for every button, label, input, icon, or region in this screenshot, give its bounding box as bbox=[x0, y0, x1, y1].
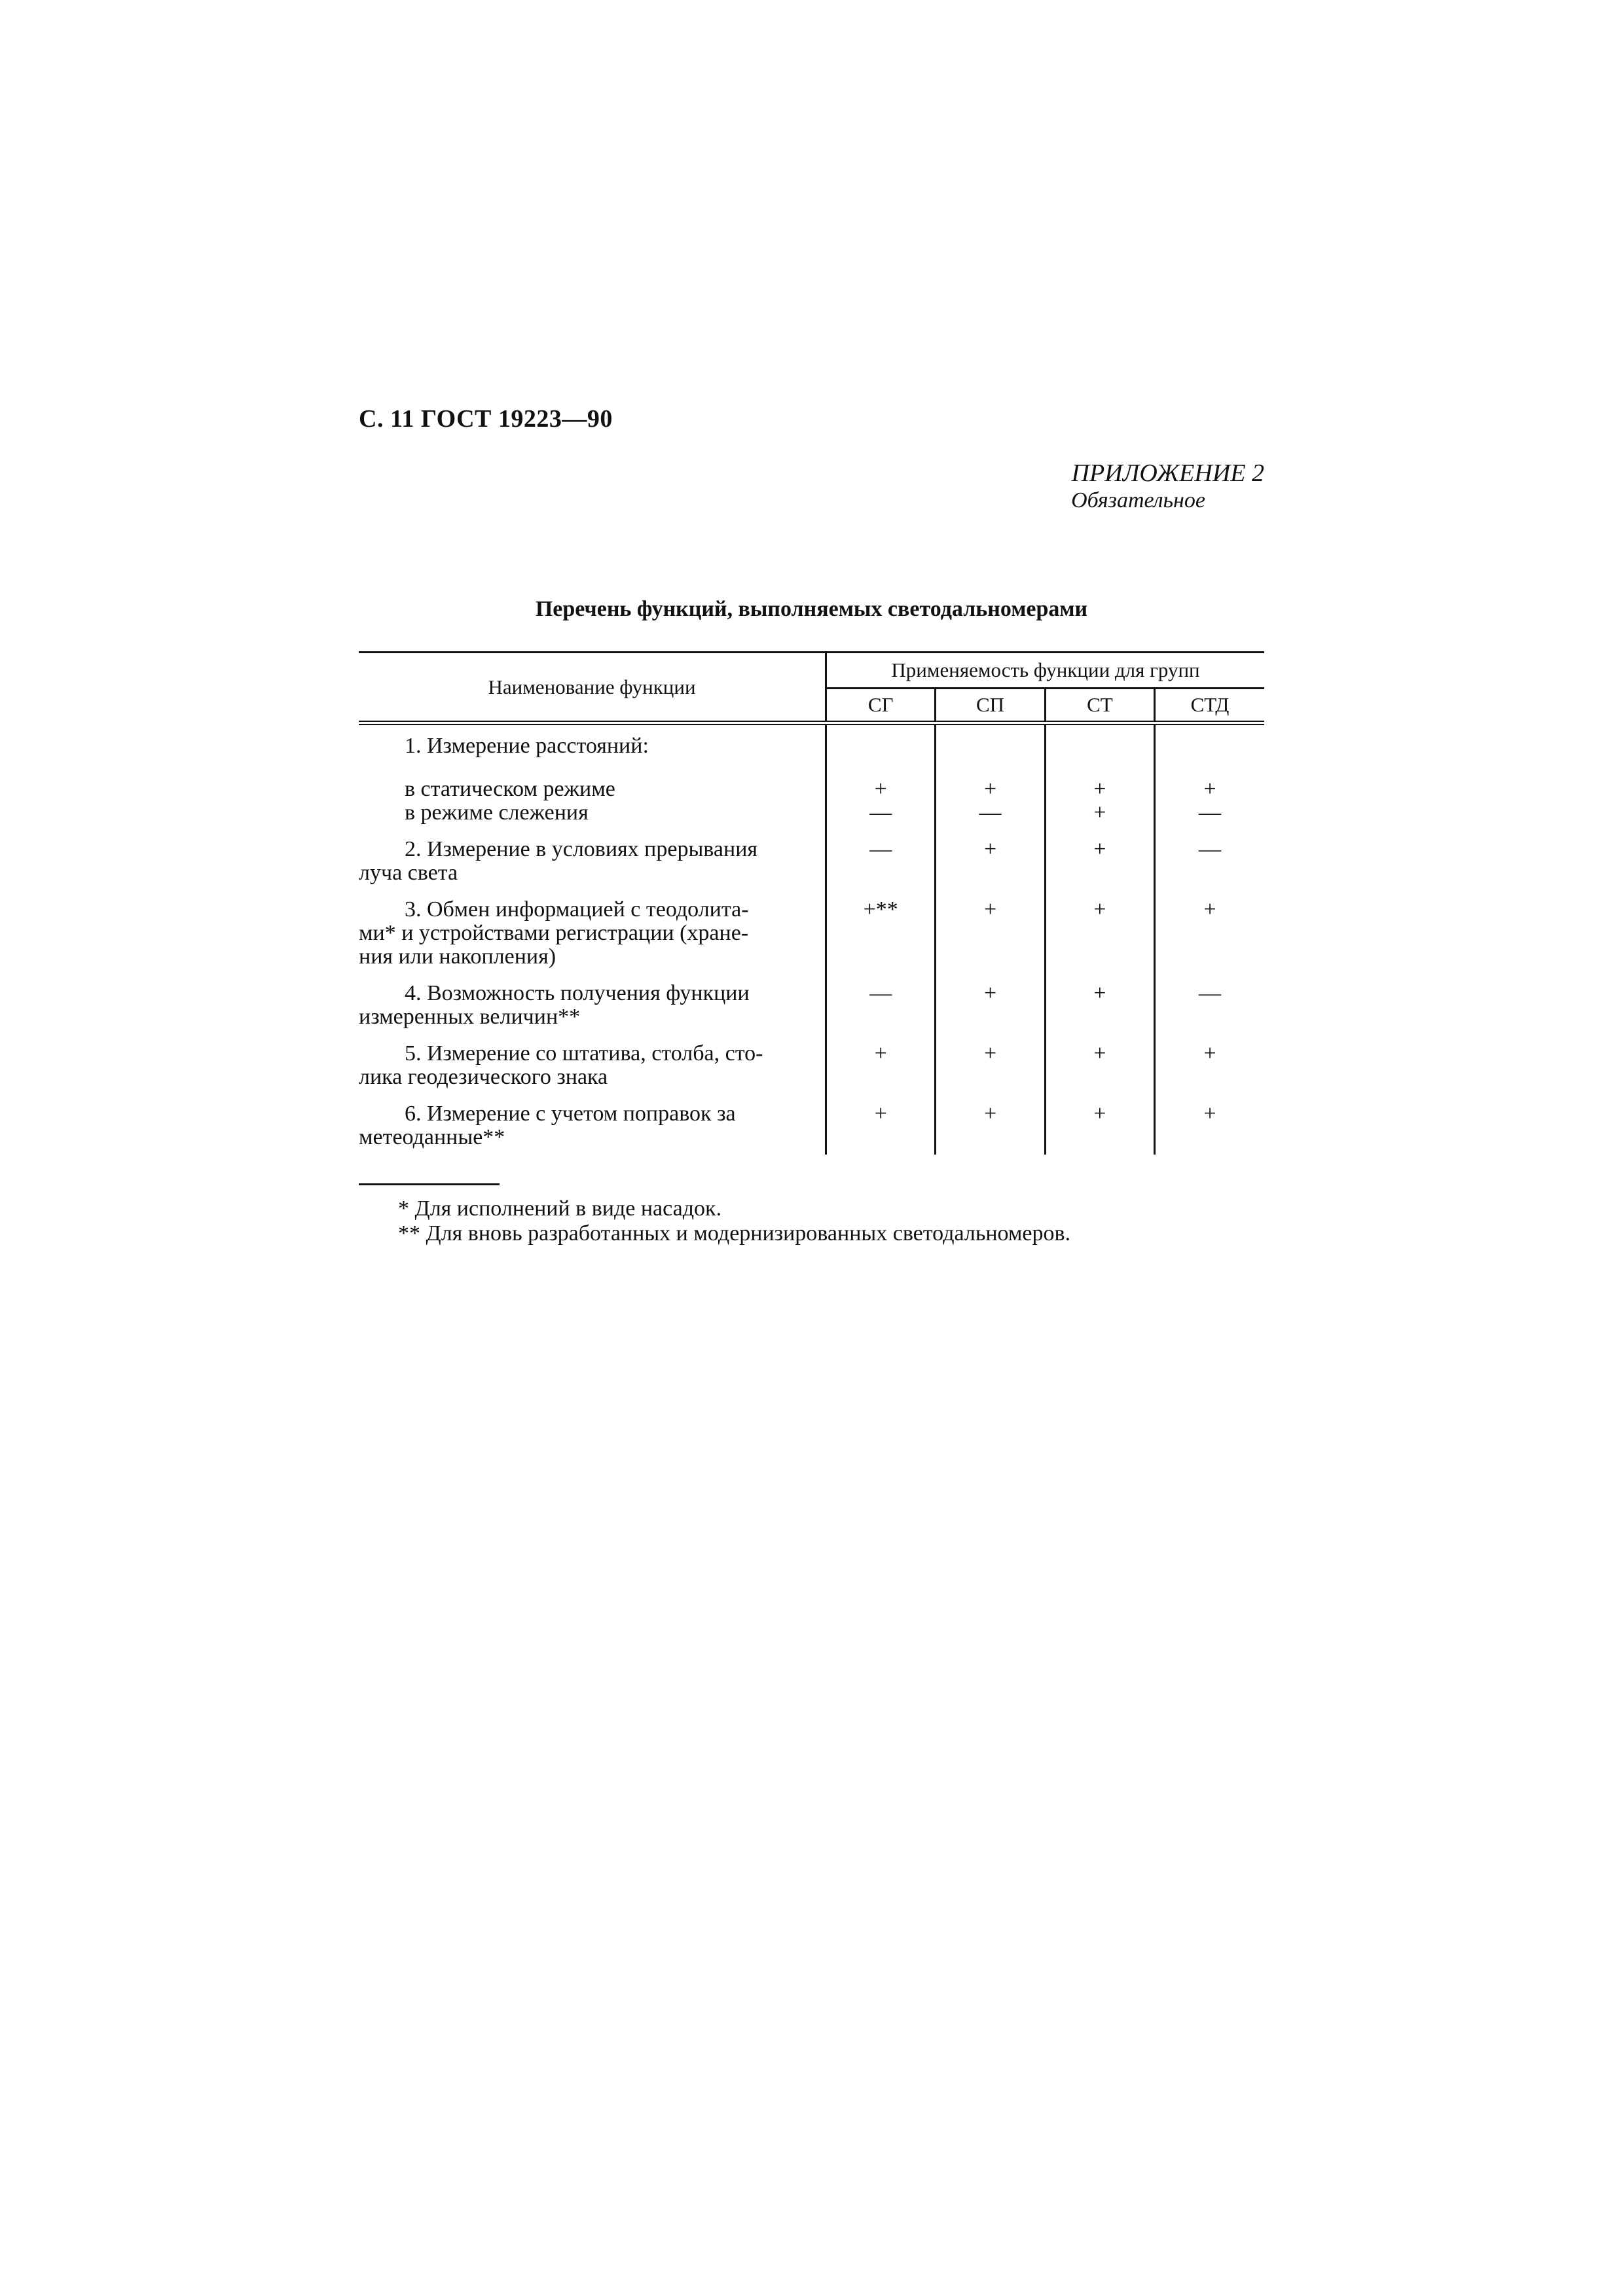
cell-value: +** bbox=[826, 898, 936, 982]
table-row bbox=[359, 982, 1264, 1042]
row-label-continued: измеренных величин** bbox=[359, 1005, 581, 1029]
footnote-item: * Для исполнений в виде насадок. bbox=[398, 1196, 722, 1221]
cell-value: + bbox=[1203, 777, 1216, 801]
cell-value: + bbox=[826, 1042, 936, 1102]
row-label: 1. Измерение расстояний: bbox=[405, 734, 649, 758]
table-row bbox=[359, 1042, 1264, 1102]
cell-value: + bbox=[1045, 801, 1154, 838]
cell-value: + bbox=[1203, 1041, 1216, 1066]
row-label-continued: метеоданные** bbox=[359, 1125, 505, 1149]
page-header: С. 11 ГОСТ 19223—90 bbox=[359, 405, 613, 433]
cell-value: + bbox=[936, 838, 1045, 898]
row-label: в режиме слежения bbox=[405, 800, 589, 825]
cell-value: — bbox=[826, 801, 936, 838]
row-label: в статическом режиме bbox=[405, 777, 615, 801]
row-label: 6. Измерение с учетом поправок за bbox=[405, 1102, 736, 1126]
cell-value: + bbox=[1045, 1042, 1154, 1102]
cell-value: + bbox=[936, 772, 1045, 801]
footnotes bbox=[359, 1196, 1070, 1246]
cell-value: + bbox=[1045, 838, 1154, 898]
cell-value: — bbox=[936, 801, 1045, 838]
table-row bbox=[359, 838, 1264, 898]
cell-value: — bbox=[1199, 800, 1222, 825]
column-header-group-sg: СГ bbox=[826, 689, 936, 723]
table-row bbox=[359, 772, 1264, 801]
cell-value: + bbox=[1045, 982, 1154, 1042]
cell-value: + bbox=[1045, 772, 1154, 801]
column-header-applicability: Применяемость функции для групп bbox=[826, 653, 1264, 689]
cell-value: + bbox=[936, 1102, 1045, 1155]
cell-value: + bbox=[936, 1042, 1045, 1102]
functions-table bbox=[359, 651, 1264, 1155]
cell-value: — bbox=[1199, 981, 1222, 1005]
cell-value: + bbox=[936, 982, 1045, 1042]
row-label: 5. Измерение со штатива, столба, сто- bbox=[405, 1041, 763, 1066]
cell-value: — bbox=[826, 982, 936, 1042]
column-header-function-name: Наименование функции bbox=[359, 653, 826, 723]
cell-value: + bbox=[1203, 897, 1216, 922]
column-header-group-std: СТД bbox=[1155, 689, 1264, 723]
table-row bbox=[359, 723, 1264, 773]
row-label-continued: луча света bbox=[359, 861, 458, 885]
cell-value: + bbox=[1203, 1102, 1216, 1126]
cell-value: + bbox=[826, 772, 936, 801]
footnote-divider bbox=[359, 1183, 500, 1185]
appendix-title: ПРИЛОЖЕНИЕ 2 bbox=[1071, 459, 1264, 487]
table-row bbox=[359, 898, 1264, 982]
cell-value: — bbox=[826, 838, 936, 898]
cell-value: + bbox=[1045, 898, 1154, 982]
table-row bbox=[359, 801, 1264, 838]
row-label: 3. Обмен информацией с теодолита- bbox=[405, 897, 749, 922]
cell-value: + bbox=[1045, 1102, 1154, 1155]
row-label-continued: лика геодезического знака bbox=[359, 1065, 608, 1089]
appendix-status: Обязательное bbox=[1071, 488, 1205, 512]
table-title: Перечень функций, выполняемых светодальномерами bbox=[535, 597, 1088, 621]
cell-value: — bbox=[1199, 837, 1222, 861]
row-label-continued: ми* и устройствами регистрации (хране- bbox=[359, 921, 749, 945]
table-row bbox=[359, 1102, 1264, 1155]
row-label-continued: ния или накопления) bbox=[359, 944, 556, 969]
column-header-group-sp: СП bbox=[936, 689, 1045, 723]
cell-value: + bbox=[826, 1102, 936, 1155]
row-label: 4. Возможность получения функции bbox=[405, 981, 750, 1005]
cell-value: + bbox=[936, 898, 1045, 982]
row-label: 2. Измерение в условиях прерывания bbox=[405, 837, 758, 861]
column-header-group-st: СТ bbox=[1045, 689, 1154, 723]
footnote-item: ** Для вновь разработанных и модернизированных светодальномеров. bbox=[398, 1221, 1071, 1246]
appendix-label bbox=[1071, 459, 1264, 514]
